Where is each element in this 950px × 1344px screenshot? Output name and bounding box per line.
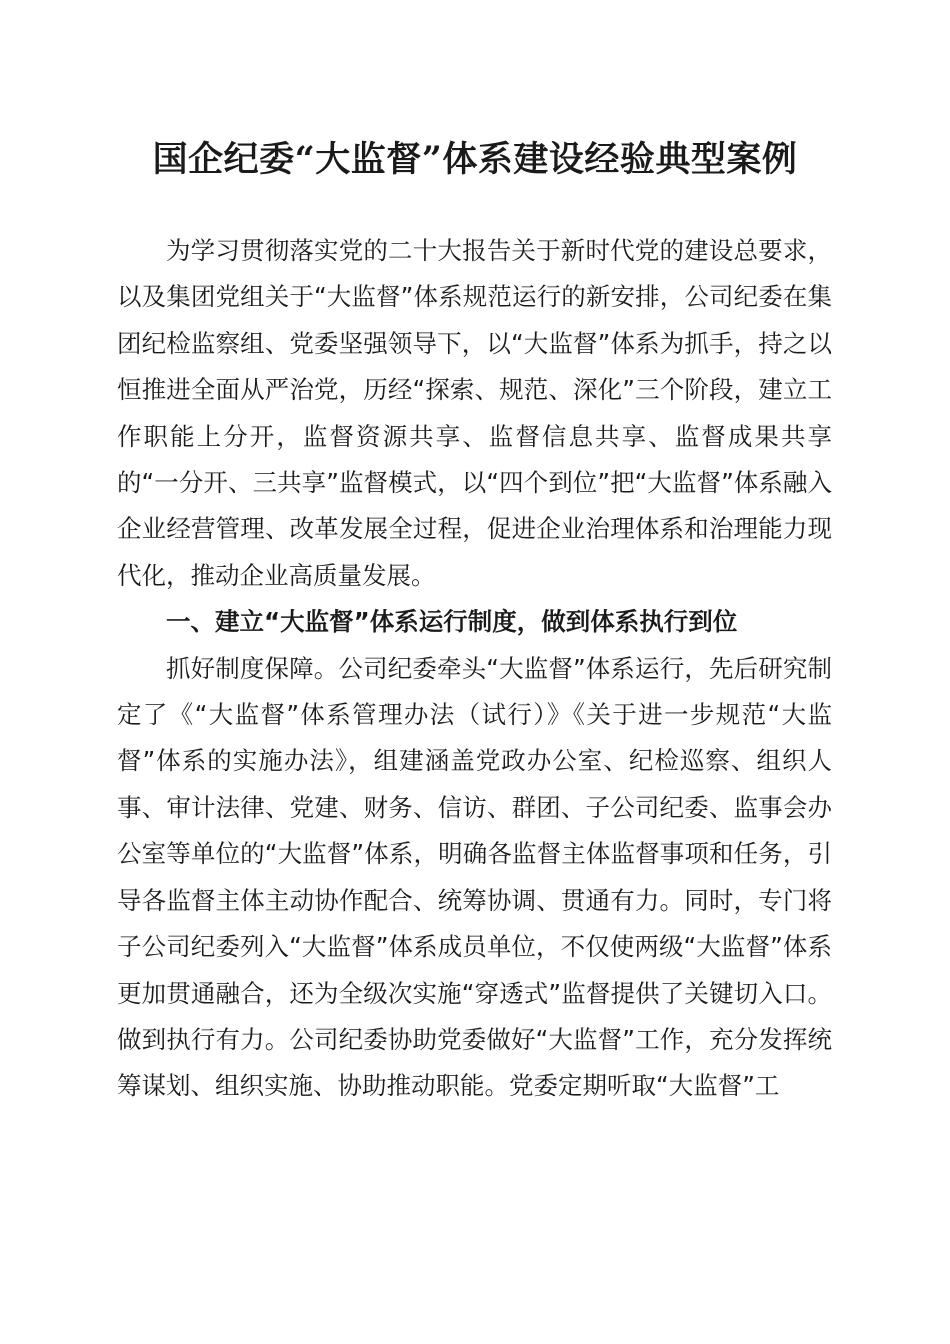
document-body (117, 228, 832, 1110)
section-heading: 一、建立“大监督”体系运行制度，做到体系执行到位 (166, 607, 738, 637)
document-title: 国企纪委“大监督”体系建设经验典型案例 (152, 139, 798, 180)
section-paragraph: 抓好制度保障。公司纪委牵头“大监督”体系运行，先后研究制定了《“大监督”体系管理办法（试行）》《关于进一步规范“大监督”体系的实施办法》，组建涵盖党政办公室、纪检巡察、组织人事、审计法律、党建、财务、信访、群团、子公司纪委、监事会办公室等单位的“大监督”体系，明确各监督主体监督事项和任务，引导各监督主体主动协作配合、统筹协调、贯通有力。同时，专门将子公司纪委列入“大监督”体系成员单位，不仅使两级“大监督”体系更加贯通融合，还为全级次实施“穿透式”监督提供了关键切入口。做到执行有力。公司纪委协助党委做好“大监督”工作，充分发挥统筹谋划、组织实施、协助推动职能。党委定期听取“大监督”工 (117, 653, 832, 1101)
intro-paragraph: 为学习贯彻落实党的二十大报告关于新时代党的建设总要求，以及集团党组关于“大监督”体系规范运行的新安排，公司纪委在集团纪检监察组、党委坚强领导下，以“大监督”体系为抓手，持之以恒推进全面从严治党，历经“探索、规范、深化”三个阶段，建立工作职能上分开，监督资源共享、监督信息共享、监督成果共享的“一分开、三共享”监督模式，以“四个到位”把“大监督”体系融入企业经营管理、改革发展全过程，促进企业治理体系和治理能力现代化，推动企业高质量发展。 (117, 236, 832, 590)
